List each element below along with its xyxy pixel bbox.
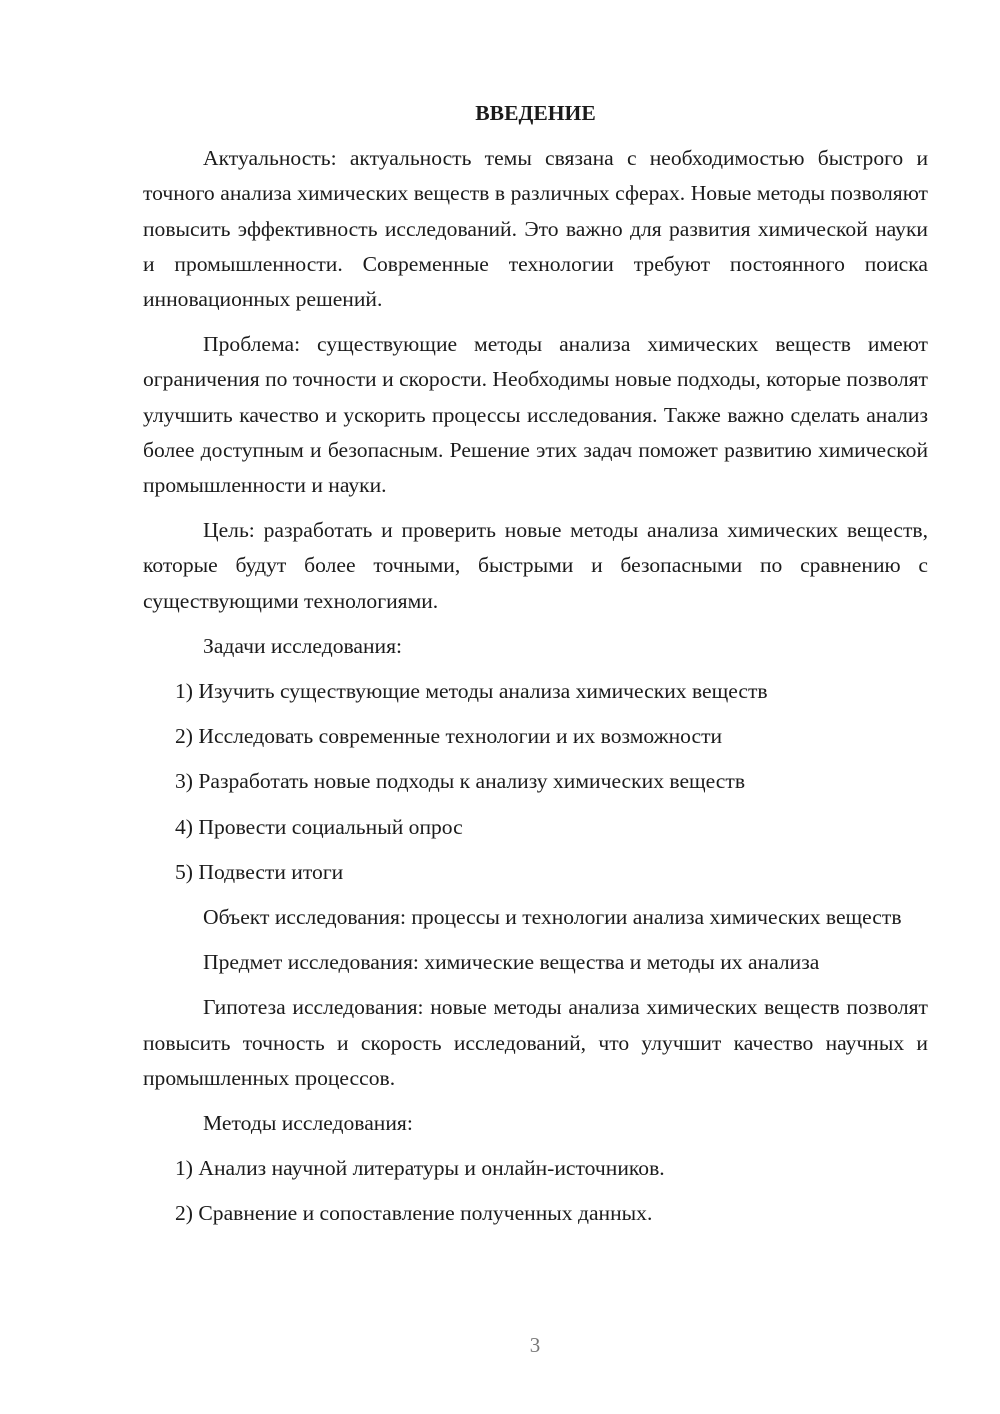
- task-item: 3) Разработать новые подходы к анализу химических веществ: [175, 769, 746, 794]
- method-item: 1) Анализ научной литературы и онлайн-источников.: [175, 1156, 665, 1181]
- problem-paragraph: Проблема: существующие методы анализа химических веществ имеют ограничения по точности и скорости. Необходимы новые подходы, которые позволят улучшить качество и ускорить процессы исследования. Также важно сделать анализ более доступным и безопасным. Решение этих задач поможет развитию химической промышленности и науки.: [143, 332, 928, 498]
- section-title: ВВЕДЕНИЕ: [475, 101, 596, 125]
- tasks-heading: Задачи исследования:: [203, 633, 403, 658]
- page-number: 3: [529, 1333, 541, 1357]
- goal-paragraph: Цель: разработать и проверить новые методы анализа химических веществ, которые будут более точными, быстрыми и безопасными по сравнению с существующими технологиями.: [143, 518, 928, 613]
- task-item: 5) Подвести итоги: [175, 859, 344, 884]
- relevance-paragraph: Актуальность: актуальность темы связана с необходимостью быстрого и точного анализа химических веществ в различных сферах. Новые методы позволяют повысить эффективность исследований. Это важно для развития химической науки и промышленности. Современные технологии требуют постоянного поиска инновационных решений.: [143, 146, 928, 312]
- hypothesis-paragraph: Гипотеза исследования: новые методы анализа химических веществ позволят повысить точность и скорость исследований, что улучшит качество научных и промышленных процессов.: [143, 995, 928, 1090]
- subject-paragraph: Предмет исследования: химические вещества и методы их анализа: [203, 950, 820, 975]
- method-item: 2) Сравнение и сопоставление полученных данных.: [175, 1201, 653, 1226]
- task-item: 2) Исследовать современные технологии и их возможности: [175, 724, 723, 749]
- task-item: 1) Изучить существующие методы анализа химических веществ: [175, 679, 768, 704]
- object-paragraph: Объект исследования: процессы и технологии анализа химических веществ: [203, 905, 902, 930]
- task-item: 4) Провести социальный опрос: [175, 814, 463, 839]
- document-page: [143, 96, 928, 1242]
- methods-heading: Методы исследования:: [203, 1111, 413, 1136]
